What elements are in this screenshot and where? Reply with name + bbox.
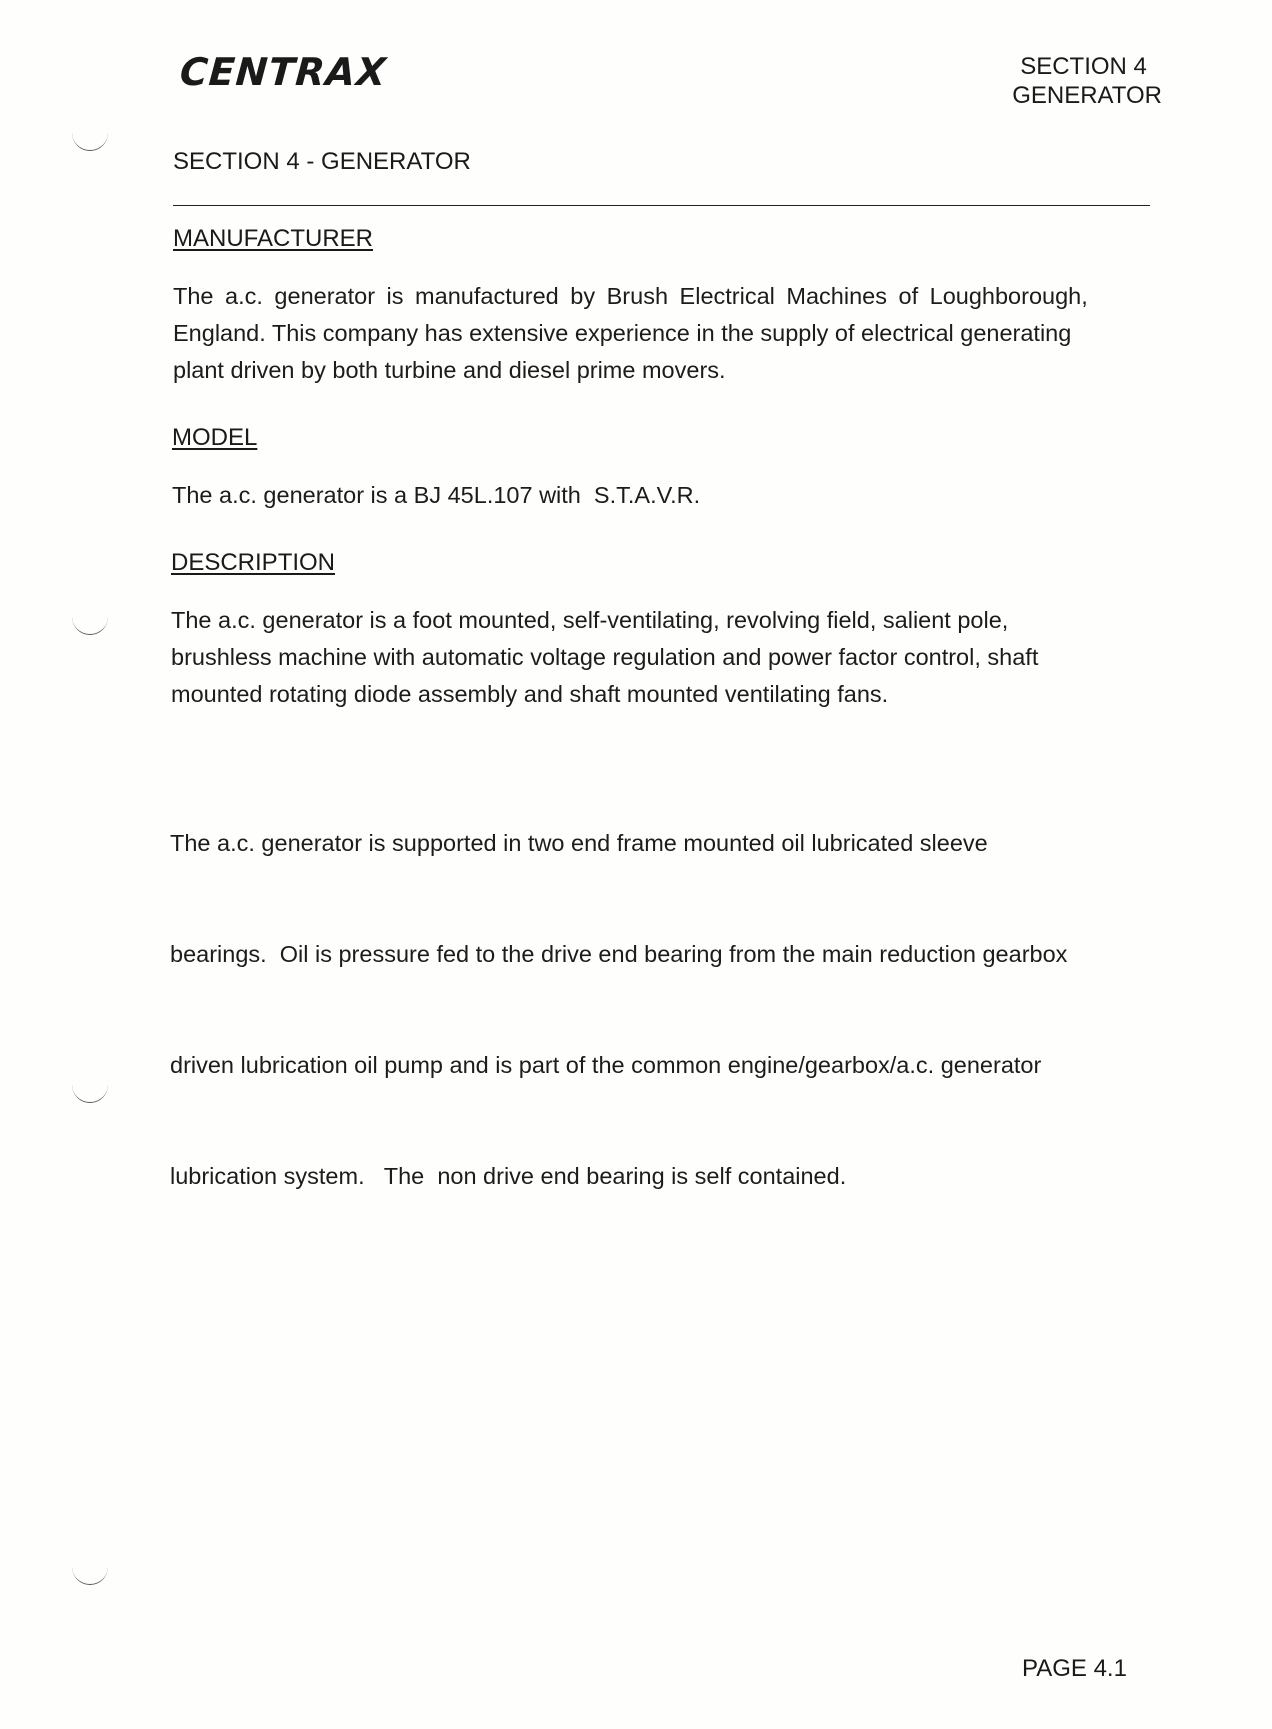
company-logo: CENTRAX — [178, 50, 389, 94]
description-paragraph-1 — [171, 602, 1161, 713]
punch-hole-mark — [72, 1080, 108, 1103]
text-line: lubrication system. The non drive end bearing is self contained. — [170, 1163, 847, 1189]
text-line: bearings. Oil is pressure fed to the drive end bearing from the main reduction gearbox — [170, 941, 1068, 967]
section-header — [1012, 52, 1162, 110]
text-line: driven lubrication oil pump and is part of the common engine/gearbox/a.c. generator — [170, 1052, 1042, 1078]
text-line: brushless machine with automatic voltage regulation and power factor control, shaft — [171, 644, 1039, 670]
text-line: England. This company has extensive experience in the supply of electrical generating — [173, 320, 1072, 346]
punch-hole-mark — [72, 1562, 108, 1585]
text-line: mounted rotating diode assembly and shaft mounted ventilating fans. — [171, 681, 889, 707]
text-line: The a.c. generator is manufactured by Brush Electrical Machines of Loughborough, — [173, 283, 1088, 309]
description-paragraph-2 — [170, 751, 1160, 1269]
manufacturer-paragraph — [173, 278, 1163, 389]
text-line: The a.c. generator is a foot mounted, self-ventilating, revolving field, salient pole, — [171, 607, 1009, 633]
title-divider — [173, 205, 1150, 206]
text-line: The a.c. generator is supported in two end frame mounted oil lubricated sleeve — [170, 830, 988, 856]
page-number: PAGE 4.1 — [1022, 1655, 1127, 1682]
section-number: SECTION 4 — [1020, 53, 1147, 80]
model-paragraph: The a.c. generator is a BJ 45L.107 with S.T.A.V.R. — [172, 482, 701, 508]
punch-hole-mark — [72, 612, 108, 635]
description-heading: DESCRIPTION — [171, 549, 336, 576]
text-line: plant driven by both turbine and diesel prime movers. — [173, 357, 726, 383]
section-name: GENERATOR — [1012, 82, 1162, 109]
page-title: SECTION 4 - GENERATOR — [173, 148, 471, 175]
manufacturer-heading: MANUFACTURER — [173, 225, 374, 252]
model-heading: MODEL — [172, 424, 258, 451]
punch-hole-mark — [72, 128, 108, 151]
